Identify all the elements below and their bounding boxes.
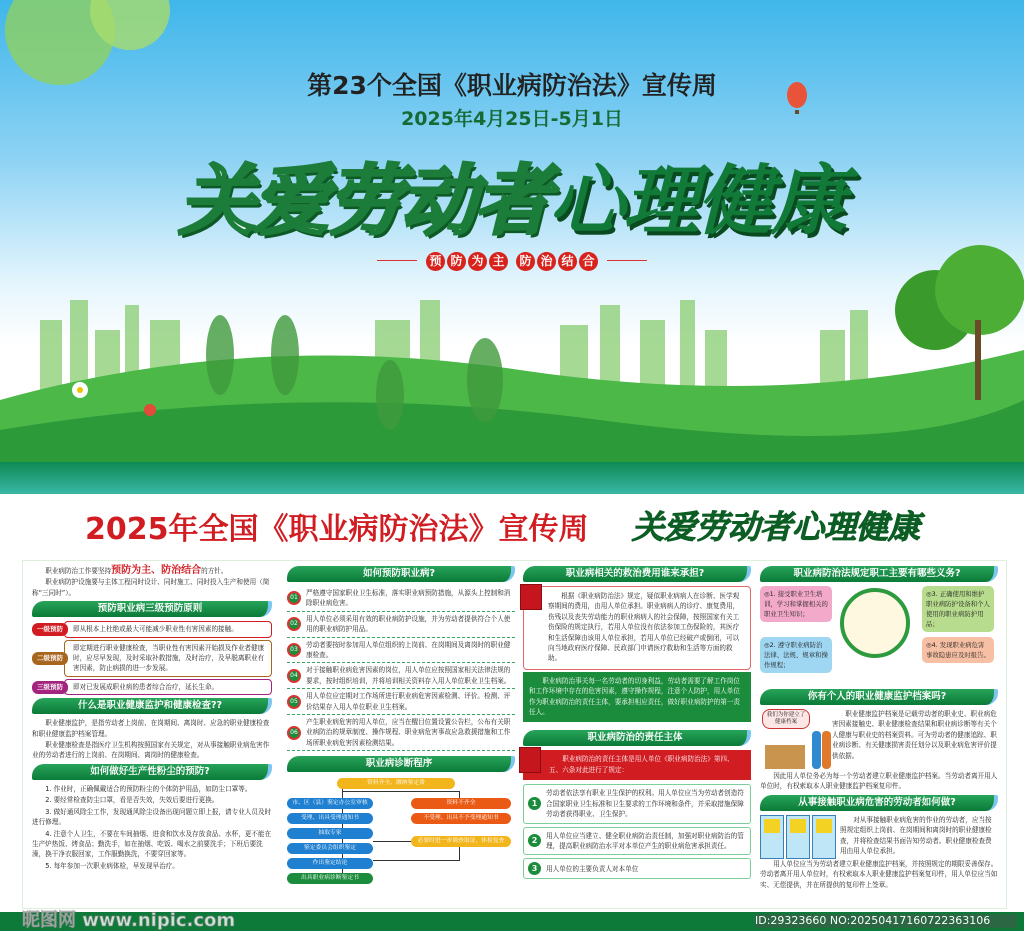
prevention-item: [287, 612, 515, 638]
prevention-level: [32, 640, 272, 677]
flow-step: 市、区（县）鉴定办公室审核: [287, 798, 373, 809]
cost-info-box: 根据《职业病防治法》规定，疑似职业病病人在诊断、医学观察期间的费用，由用人单位承担。职业病病人的诊疗、康复费用，伤残以及丧失劳动能力的职业病病人的社会保障，按照国家有关工伤保险的规定执行，若用人单位没有依法参加工伤保险的，其医疗和生活保障由该用人单位承担，若用人单位已经破产或倒闭，可以向当地政府医疗保障、民政部门申请医疗救助和生活等方面的救助。: [523, 586, 751, 670]
divider: [377, 260, 417, 261]
motto-char: 主: [489, 252, 508, 271]
item-text: 严格遵守国家职业卫生标准，落实职业病预防措施，从源头上控制和消除职业病危害。: [306, 589, 511, 608]
item-text: 用人单位应定期对工作场所进行职业病危害因素检测、评价。检测、评价结果存入用人单位职业卫生档案。: [306, 692, 511, 711]
motto-char: 为: [468, 252, 487, 271]
section-heading: 职业病相关的救治费用谁来承担?: [523, 566, 751, 582]
section-heading: 职业病诊断程序: [287, 756, 515, 772]
section-heading: 职业病防治法规定职工主要有哪些义务?: [760, 566, 998, 582]
record-section: [760, 709, 998, 771]
flow-step-rejected: 不受理、出具不予受理通知书: [411, 813, 511, 824]
prevention-level: [32, 679, 272, 695]
item-number: 06: [287, 726, 301, 740]
speech-bubble: 我们为你建立了健康档案: [762, 709, 810, 729]
duties-diagram: [760, 586, 998, 686]
section-heading: 如何做好生产性粉尘的预防?: [32, 764, 272, 780]
campaign-title: 第23个全国《职业病防治法》宣传周: [307, 71, 717, 100]
slogan-part-a: 关爱劳动者: [179, 156, 549, 245]
responsibility-item: [523, 827, 751, 856]
prevention-item: [287, 715, 515, 751]
prevention-item: [287, 638, 515, 664]
paragraph: 职业健康监护，是指劳动者上岗前、在岗期间、离岗时、应急的职业健康检查和职业健康监护档案管理。: [32, 719, 270, 738]
campaign-dates: 2025年4月25日-5月1日: [401, 108, 623, 130]
column-3: [523, 566, 751, 882]
item-number: 01: [287, 591, 301, 605]
paragraph: 因此用人单位务必为每一个劳动者建立职业健康监护档案。当劳动者离开用人单位时，有权索取本人职业健康监护档案复印件。: [760, 772, 998, 791]
prevention-item: [287, 586, 515, 612]
item-text: 劳动者依法享有职业卫生保护的权利。用人单位应当为劳动者创造符合国家职业卫生标准和卫生要求的工作环境和条件，并采取措施保障劳动者获得职业、卫生保护。: [546, 789, 744, 819]
flow-connector: [373, 860, 459, 861]
responsibility-box: 职业病防治的责任主体是用人单位《职业病防治法》第四、五、六条对此进行了规定：: [523, 750, 751, 780]
paragraph: 用人单位应当为劳动者建立职业健康监护档案，并按照规定的期限妥善保存。劳动者离开用人单位时，有权索取本人职业健康监护档案复印件，用人单位应当如实、无偿提供，并在所提供的复印件上签章。: [760, 859, 998, 889]
item-number: 2: [528, 834, 541, 847]
responsibility-item: [523, 784, 751, 823]
law-book-icon: [519, 747, 541, 773]
item-text: 产生职业病危害的用人单位，应当在醒目位置设置公告栏，公布有关职业病防治的规章制度、操作规程、职业病危害事故应急救援措施和工作场所职业病危害因素检测结果。: [306, 718, 511, 747]
dust-tip: 4. 注意个人卫生，不要在车间抽烟、进食和饮水及存放食品、水杯，更不能在生产炉热饭、烤食品；勤洗手，如在抽烟、吃饭、喝水之前要洗手；下班后要洗澡，换干净衣服回家，工作服勤换洗，不要穿回家等。: [32, 829, 272, 859]
duty-bubble: ◎3. 正确使用和维护职业病防护设备和个人使用的职业病防护用品；: [922, 586, 994, 632]
section-heading: 什么是职业健康监护和健康检查??: [32, 698, 272, 714]
motto-char: 防: [516, 252, 535, 271]
dust-tip: 5. 每年参加一次职业病体检，早发现早治疗。: [45, 861, 179, 870]
flow-step-start: 资料齐全、缴纳鉴定费: [337, 778, 455, 789]
dust-tip: 2. 要经常检查防尘口罩，看是否失效，失效后要进行更换。: [45, 796, 219, 805]
duty-bubble: ◎1. 接受职业卫生培训，学习和掌握相关的职业卫生知识；: [760, 586, 832, 622]
slogan-part-b: 心理健康: [549, 156, 845, 245]
flow-step-end: 出具职业病诊断鉴定书: [287, 873, 373, 884]
column-4: [760, 566, 998, 891]
item-number: 05: [287, 695, 301, 709]
item-text: 用人单位的主要负责人对本单位: [546, 864, 639, 873]
flow-step: 抽取专家: [287, 828, 373, 839]
main-slogan: [0, 140, 1024, 249]
item-number: 04: [287, 669, 301, 683]
flow-step: 受理、出具受理通知书: [287, 813, 373, 824]
level-text: 即定期进行职业健康检查，当职业性有害因素开始损及作业者健康时，应尽早发现，及时采取补救措施，及时治疗，及早脱离职业有害因素，防止病损的进一步发展。: [64, 640, 272, 677]
flow-step: 鉴定委员会组织鉴定: [287, 843, 373, 854]
lung-check-illustration: [760, 815, 840, 859]
level-tag: 二级预防: [32, 652, 68, 665]
law-book-icon: [520, 584, 542, 610]
flow-step: 作出鉴定结论: [287, 858, 373, 869]
watermark-logo: 昵图网 www.nipic.com: [22, 910, 236, 931]
flow-step-rejected: 资料不齐全: [411, 798, 511, 809]
motto-char: 合: [579, 252, 598, 271]
diagnosis-flowchart: [287, 776, 515, 888]
motto-char: 结: [558, 252, 577, 271]
item-text: 用人单位必须采用有效的职业病防护设施，并为劳动者提供符合个人使用的职业病防护用品。: [306, 614, 511, 634]
subtitle-right: 关爱劳动者心理健康: [632, 508, 921, 546]
column-1: [32, 566, 272, 872]
paragraph: 对从事接触职业病危害的作业的劳动者，应当按照规定组织上岗前、在岗期间和离岗时的职业健康检查，并将检查结果书面告知劳动者。职业健康检查费用由用人单位承担。: [840, 815, 992, 856]
dust-tip: 3. 做好通风除尘工作，发现通风除尘设备出现问题立即上报，请专业人员及时进行修理。: [32, 807, 272, 827]
worker-cartoon: [840, 588, 910, 658]
level-text: 即从根本上杜绝或最大可能减少职业性有害因素的接触。: [64, 621, 272, 637]
level-text: 即对已发展成职业病的患者综合治疗，延长生命。: [64, 679, 272, 695]
item-text: 用人单位应当建立、健全职业病防治责任制，加强对职业病防治的管理，提高职业病防治水平对本单位产生的职业病危害承担责任。: [546, 831, 744, 850]
prevention-level: [32, 621, 272, 637]
intro-text: 职业病防治工作要坚持预防为主、防治结合的方针。: [45, 565, 228, 576]
note-box: 职业病防治事关每一名劳动者的切身利益，劳动者需要了解工作岗位和工作环境中存在的危害因素，遵守操作规程，注意个人防护，用人单位作为职业病防治的责任主体，要承担相应责任，做好职业病防护的第一责任人。: [523, 672, 751, 723]
item-text: 对于接触职业病危害因素的岗位，用人单位应按照国家相关法律法规的要求，按时组织培训，并将培训相关资料存入用人单位职业卫生档案。: [306, 666, 511, 685]
paragraph: 职业健康检查是指医疗卫生机构按照国家有关规定，对从事接触职业病危害作业的劳动者进行的上岗前、在岗期间、离岗时的健康检查。: [32, 741, 270, 760]
worker-section: [760, 815, 998, 859]
paragraph: 职业健康监护档案是记载劳动者的职业史、职业病危害因素接触史、职业健康检查结果和职业病诊断等有关个人健康与职业史的档案资料。可为劳动者的健康追踪、职业病诊断、有关健康损害责任划分以及职业病危害评价提供依据。: [832, 710, 997, 760]
section-heading: 如何预防职业病?: [287, 566, 515, 582]
level-tag: 一级预防: [32, 623, 68, 636]
item-number: 02: [287, 617, 301, 631]
prevention-item: [287, 689, 515, 715]
item-number: 3: [528, 862, 541, 875]
motto-char: 预: [426, 252, 445, 271]
item-text: 劳动者要按时参加用人单位组织的上岗前、在岗期间及离岗时的职业健康检查。: [306, 640, 511, 660]
record-cartoon: [760, 709, 832, 771]
section-heading: 预防职业病三级预防原则: [32, 601, 272, 617]
dust-tip: 1. 作业时，正确佩戴适合的预防粉尘的个体防护用品，如防尘口罩等。: [45, 784, 252, 793]
motto-char: 治: [537, 252, 556, 271]
motto-char: 防: [447, 252, 466, 271]
subtitle-left: 2025年全国《职业病防治法》宣传周: [85, 512, 589, 547]
flow-connector: [342, 791, 460, 792]
column-2: [287, 566, 515, 888]
watermark-id: ID:29323660 NO:20250417160722363106: [755, 914, 1017, 928]
intro-text-2: 职业病防护设施要与主体工程同时设计、同时施工、同时投入生产和使用（简称“三同时”）。: [32, 578, 270, 597]
section-heading: 职业病防治的责任主体: [523, 730, 751, 746]
duty-bubble: ◎2. 遵守职业病防治法律、法规、规章和操作规程；: [760, 637, 832, 673]
divider: [607, 260, 647, 261]
responsibility-item: [523, 858, 751, 879]
duty-bubble: ◎4. 发现职业病危害事故隐患应及时报告。: [922, 637, 994, 663]
top-banner: [0, 0, 1024, 462]
section-heading: 你有个人的职业健康监护档案吗?: [760, 689, 998, 705]
level-tag: 三级预防: [32, 681, 68, 694]
flow-step-extra: 必要时进一步调查取证，体检复查: [411, 836, 511, 847]
item-number: 03: [287, 643, 301, 657]
item-number: 1: [528, 797, 541, 810]
prevention-item: [287, 663, 515, 689]
motto: [0, 250, 1024, 271]
section-heading: 从事接触职业病危害的劳动者如何做?: [760, 795, 998, 811]
